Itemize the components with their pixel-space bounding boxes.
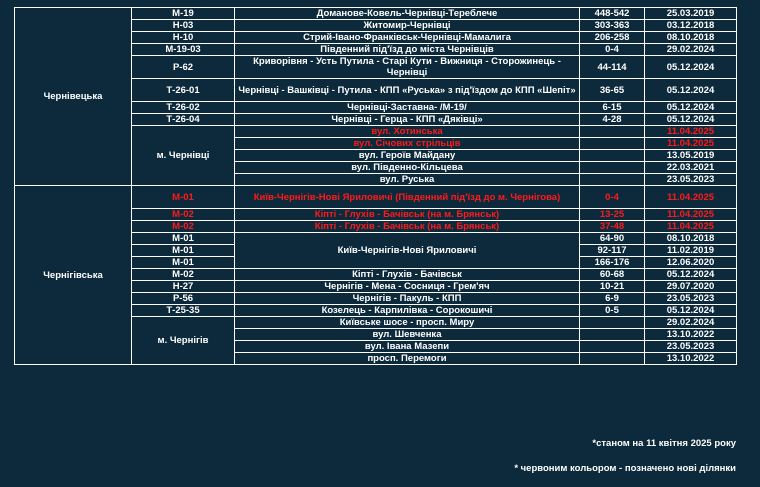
road-date: 11.02.2019 bbox=[645, 245, 737, 257]
road-name: Житомир-Чернівці bbox=[235, 20, 580, 32]
road-name: Кіпті - Глухів - Бачівськ (на м. Брянськ) bbox=[235, 221, 580, 233]
road-date: 08.10.2018 bbox=[645, 233, 737, 245]
road-date: 05.12.2024 bbox=[645, 269, 737, 281]
road-date: 08.10.2018 bbox=[645, 32, 737, 44]
road-name: вул. Хотинська bbox=[235, 126, 580, 138]
road-date: 29.02.2024 bbox=[645, 317, 737, 329]
road-date: 05.12.2024 bbox=[645, 305, 737, 317]
road-date: 11.04.2025 bbox=[645, 221, 737, 233]
road-date: 11.04.2025 bbox=[645, 138, 737, 150]
road-km bbox=[580, 174, 645, 186]
road-km: 4-28 bbox=[580, 114, 645, 126]
road-code: Н-03 bbox=[132, 20, 235, 32]
road-date: 29.07.2020 bbox=[645, 281, 737, 293]
road-code: Р-56 bbox=[132, 293, 235, 305]
city-cell: м. Чернігів bbox=[132, 317, 235, 365]
city-cell: м. Чернівці bbox=[132, 126, 235, 186]
road-code: М-01 bbox=[132, 233, 235, 245]
road-name: Чернігів - Пакуль - КПП bbox=[235, 293, 580, 305]
road-name: Чернівці - Герца - КПП «Дяківці» bbox=[235, 114, 580, 126]
road-code: М-02 bbox=[132, 269, 235, 281]
road-code: Р-62 bbox=[132, 56, 235, 79]
road-date: 23.05.2023 bbox=[645, 174, 737, 186]
road-code: М-02 bbox=[132, 209, 235, 221]
road-date: 05.12.2024 bbox=[645, 102, 737, 114]
road-date: 05.12.2024 bbox=[645, 79, 737, 102]
road-code: Т-26-02 bbox=[132, 102, 235, 114]
road-code: Т-26-01 bbox=[132, 79, 235, 102]
road-km bbox=[580, 317, 645, 329]
road-name: Київське шосе - просп. Миру bbox=[235, 317, 580, 329]
status-note: *станом на 11 квітня 2025 року bbox=[592, 438, 736, 449]
road-km: 448-542 bbox=[580, 8, 645, 20]
road-name: вул. Івана Мазепи bbox=[235, 341, 580, 353]
road-km bbox=[580, 353, 645, 365]
road-name: вул. Руська bbox=[235, 174, 580, 186]
road-date: 12.06.2020 bbox=[645, 257, 737, 269]
road-date: 03.12.2018 bbox=[645, 20, 737, 32]
legend-note: * червоним кольором - позначено нові ділянки bbox=[514, 463, 736, 474]
road-km: 0-4 bbox=[580, 44, 645, 56]
road-name: Київ-Чернігів-Нові Яриловичі (Південний під'їзд до м. Чернігова) bbox=[235, 186, 580, 209]
road-code: М-02 bbox=[132, 221, 235, 233]
road-date: 11.04.2025 bbox=[645, 126, 737, 138]
road-km bbox=[580, 329, 645, 341]
road-date: 25.03.2019 bbox=[645, 8, 737, 20]
road-name: вул. Січових стрільців bbox=[235, 138, 580, 150]
road-name: вул. Південно-Кільцева bbox=[235, 162, 580, 174]
road-code: Н-10 bbox=[132, 32, 235, 44]
road-km: 13-25 bbox=[580, 209, 645, 221]
road-km bbox=[580, 162, 645, 174]
road-km: 206-258 bbox=[580, 32, 645, 44]
road-date: 22.03.2021 bbox=[645, 162, 737, 174]
road-name: Південний під'їзд до міста Чернівців bbox=[235, 44, 580, 56]
road-km: 37-48 bbox=[580, 221, 645, 233]
road-name: Кіпті - Глухів - Бачівськ bbox=[235, 269, 580, 281]
table-row bbox=[15, 8, 737, 20]
road-km: 44-114 bbox=[580, 56, 645, 79]
road-km: 64-90 bbox=[580, 233, 645, 245]
road-km bbox=[580, 138, 645, 150]
road-km: 303-363 bbox=[580, 20, 645, 32]
road-name: Криворівня - Усть Путила - Старі Кути - Вижниця - Сторожинець - Чернівці bbox=[235, 56, 580, 79]
road-code: М-01 bbox=[132, 245, 235, 257]
road-km: 6-15 bbox=[580, 102, 645, 114]
road-km: 36-65 bbox=[580, 79, 645, 102]
road-date: 05.12.2024 bbox=[645, 56, 737, 79]
road-code: М-01 bbox=[132, 257, 235, 269]
road-code: М-19 bbox=[132, 8, 235, 20]
road-date: 29.02.2024 bbox=[645, 44, 737, 56]
road-date: 13.10.2022 bbox=[645, 353, 737, 365]
road-name: Доманове-Ковель-Чернівці-Тереблече bbox=[235, 8, 580, 20]
road-km: 60-68 bbox=[580, 269, 645, 281]
road-code: Т-26-04 bbox=[132, 114, 235, 126]
road-km: 0-5 bbox=[580, 305, 645, 317]
road-code: Н-27 bbox=[132, 281, 235, 293]
road-km: 166-176 bbox=[580, 257, 645, 269]
road-name: Київ-Чернігів-Нові Яриловичі bbox=[235, 233, 580, 269]
road-date: 23.05.2023 bbox=[645, 293, 737, 305]
road-code: Т-25-35 bbox=[132, 305, 235, 317]
road-name: Чернівці-Заставна- /М-19/ bbox=[235, 102, 580, 114]
road-km bbox=[580, 150, 645, 162]
road-date: 11.04.2025 bbox=[645, 186, 737, 209]
road-name: просп. Перемоги bbox=[235, 353, 580, 365]
region-cell: Чернівецька bbox=[15, 8, 132, 186]
road-date: 13.10.2022 bbox=[645, 329, 737, 341]
road-date: 11.04.2025 bbox=[645, 209, 737, 221]
road-code: М-01 bbox=[132, 186, 235, 209]
road-km bbox=[580, 126, 645, 138]
road-name: Козелець - Карпилівка - Сорокошичі bbox=[235, 305, 580, 317]
road-name: вул. Шевченка bbox=[235, 329, 580, 341]
road-km bbox=[580, 341, 645, 353]
road-date: 05.12.2024 bbox=[645, 114, 737, 126]
road-name: Чернігів - Мена - Сосниця - Грем'яч bbox=[235, 281, 580, 293]
road-code: М-19-03 bbox=[132, 44, 235, 56]
road-km: 10-21 bbox=[580, 281, 645, 293]
roads-table bbox=[14, 7, 737, 365]
road-km: 0-4 bbox=[580, 186, 645, 209]
road-name: Кіпті - Глухів - Бачівськ (на м. Брянськ) bbox=[235, 209, 580, 221]
region-cell: Чернігівська bbox=[15, 186, 132, 365]
road-name: Чернівці - Вашківці - Путила - КПП «Руська» з під'їздом до КПП «Шепіт» bbox=[235, 79, 580, 102]
road-km: 92-117 bbox=[580, 245, 645, 257]
road-name: Стрий-Івано-Франківськ-Чернівці-Мамалига bbox=[235, 32, 580, 44]
road-date: 13.05.2019 bbox=[645, 150, 737, 162]
road-date: 23.05.2023 bbox=[645, 341, 737, 353]
road-name: вул. Героїв Майдану bbox=[235, 150, 580, 162]
table-row bbox=[15, 186, 737, 209]
road-km: 6-9 bbox=[580, 293, 645, 305]
